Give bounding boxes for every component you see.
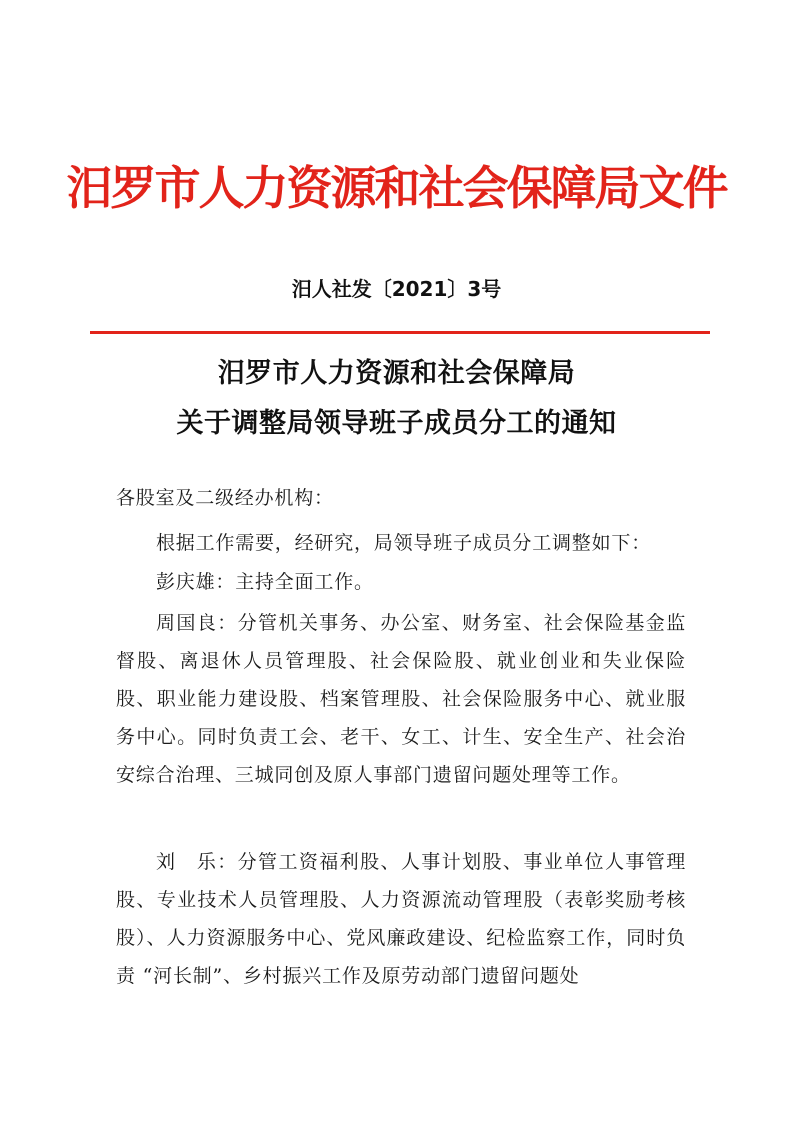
assignment-paragraph-1: 彭庆雄：主持全面工作。 xyxy=(156,571,374,593)
assignment-paragraph-2: 周国良：分管机关事务、办公室、财务室、社会保险基金监督股、离退休人员管理股、社会保险股、就业创业和失业保险股、职业能力建设股、档案管理股、社会保险服务中心、就业服务中心。同时负责工会、老干、女工、计生、安全生产、社会治安综合治理、三城同创及原人事部门遗留问题处理等工作。 xyxy=(116,612,686,786)
salutation: 各股室及二级经办机构： xyxy=(116,487,334,509)
red-divider-line xyxy=(90,331,710,334)
document-number: 汨人社发〔2021〕3号 xyxy=(291,277,502,301)
intro-paragraph: 根据工作需要，经研究，局领导班子成员分工调整如下： xyxy=(156,532,652,554)
notice-title-line-2: 关于调整局领导班子成员分工的通知 xyxy=(176,408,617,439)
document-masthead: 汨罗市人力资源和社会保障局文件 xyxy=(66,161,727,215)
notice-title-line-1: 汨罗市人力资源和社会保障局 xyxy=(217,358,576,389)
assignment-paragraph-3: 刘 乐：分管工资福利股、人事计划股、事业单位人事管理股、专业技术人员管理股、人力资源流动管理股（表彰奖励考核股）、人力资源服务中心、党风廉政建设、纪检监察工作，同时负责 “河长制”、乡村振兴工作及原劳动部门遗留问题处 xyxy=(116,851,686,987)
